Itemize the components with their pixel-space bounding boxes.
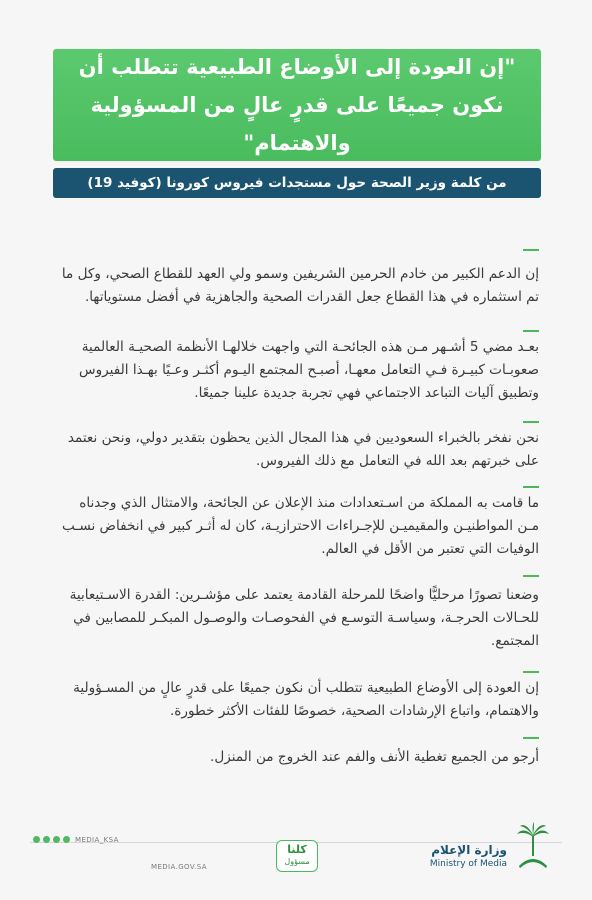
paragraph-1: إن الدعم الكبير من خادم الحرمين الشريفين وسمو ولي العهد للقطاع الصحي، وكل ما تم استثماره في هذا القطاع جعل القدرات الصحية والجاهزية في أفضل مستوياتها. [61, 266, 539, 305]
paragraph-4: ما قامت به المملكة من اسـتعدادات منذ الإعلان عن الجائحة، والامتثال الذي وجدناه مـن المواطنيـن والمقيميـن للإجـراءات الاحترازيـة، كان له أثـر كبير في انخفاض نسـب الوفيات التي تعتبر من الأقل في العالم. [62, 495, 539, 557]
section-dash-5 [523, 575, 539, 577]
campaign-badge-line1: كلنا [287, 843, 307, 856]
section-dash-1 [523, 249, 539, 251]
subtitle-text: من كلمة وزير الصحة حول مستجدات فيروس كورونا (كوفيد 19) [87, 175, 507, 191]
website-link[interactable]: MEDIA.GOV.SA [151, 863, 207, 871]
instagram-icon[interactable] [53, 836, 60, 843]
ministry-logo-text [430, 843, 507, 869]
headline-quote: "إن العودة إلى الأوضاع الطبيعية تتطلب أن نكون جميعًا على قدرٍ عالٍ من المسؤولية والاهتمام" [78, 55, 516, 155]
campaign-badge-line2: مسؤول [284, 857, 310, 866]
paragraph-6: إن العودة إلى الأوضاع الطبيعية تتطلب أن نكون جميعًا على قدرٍ عالٍ من المسـؤولية والاهتمام، واتباع الإرشادات الصحية، خصوصًا للفئات الأكثر خطورة. [73, 680, 539, 719]
campaign-badge [276, 840, 318, 872]
paragraph-5: وضعنا تصورًا مرحليًّا واضحًا للمرحلة القادمة يعتمد على مؤشـرين: القدرة الاسـتيعابية للحـالات الحرجـة، وسياسـة التوسـع في الفحوصـات والوصـول المبكـر للمصابين في المجتمع. [69, 587, 539, 649]
section-dash-2 [523, 330, 539, 332]
social-icons [33, 836, 70, 843]
subtitle-bar [53, 168, 541, 198]
paragraph-2: بعـد مضي 5 أشـهر مـن هذه الجائحـة التي واجهت خلالهـا الأنظمة الصحيـة العالمية صعوبـات كبيـرة فـي التعامل معهـا، أصبـح المجتمع اليـوم أكثـر وعـيًا بهـذا الفيروس وتطبيق آليات التباعد الاجتماعي فهي تجربة جديدة علينا جميعًا. [79, 339, 539, 401]
ministry-name-english: Ministry of Media [429, 859, 507, 869]
twitter-icon[interactable] [63, 836, 70, 843]
youtube-icon[interactable] [33, 836, 40, 843]
ministry-name-arabic: وزارة الإعلام [431, 843, 507, 857]
section-dash-7 [523, 737, 539, 739]
facebook-icon[interactable] [43, 836, 50, 843]
section-dash-4 [523, 486, 539, 488]
headline-banner [53, 49, 541, 161]
paragraph-7: أرجو من الجميع تغطية الأنف والفم عند الخروج من المنزل. [210, 749, 539, 765]
section-dash-3 [523, 421, 539, 423]
social-handle[interactable]: MEDIA_KSA [75, 836, 119, 844]
section-dash-6 [523, 671, 539, 673]
paragraph-3: نحن نفخر بالخبراء السعوديين في هذا المجال الذين يحظون بتقدير دولي، ونحن نعتمد على خبرتهم بعد الله في التعامل مع ذلك الفيروس. [67, 430, 539, 469]
palm-swords-emblem-icon [514, 822, 552, 872]
